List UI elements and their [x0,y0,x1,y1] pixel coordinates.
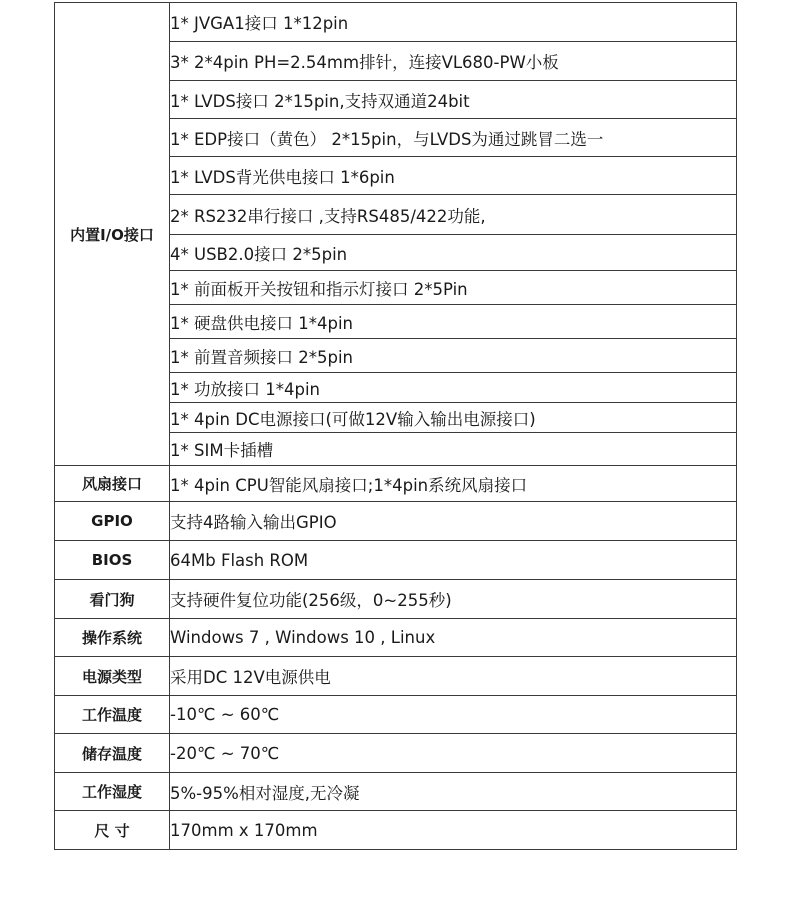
spec-value-gpio: 支持4路输入输出GPIO [170,502,737,541]
spec-row-size [55,811,737,850]
spec-value-storage-temp: -20℃ ~ 70℃ [170,734,737,773]
spec-row-storage-temp [55,734,737,773]
spec-key-io: 内置I/O接口 [55,3,170,466]
spec-key-op-temp: 工作温度 [55,696,170,734]
spec-row-bios [55,541,737,580]
spec-row-watchdog [55,580,737,619]
spec-key-gpio: GPIO [55,502,170,541]
spec-value-watchdog: 支持硬件复位功能(256级，0~255秒) [170,580,737,619]
spec-row-humidity [55,773,737,811]
spec-row-io [55,3,737,42]
spec-key-storage-temp: 储存温度 [55,734,170,773]
spec-row-os [55,619,737,657]
spec-value-io-6: 2* RS232串行接口 ,支持RS485/422功能, [170,195,737,235]
spec-value-io-13: 1* SIM卡插槽 [170,433,737,466]
spec-value-io-12: 1* 4pin DC电源接口(可做12V输入输出电源接口) [170,403,737,433]
spec-key-fan: 风扇接口 [55,466,170,502]
spec-value-io-4: 1* EDP接口（黄色） 2*15pin，与LVDS为通过跳冒二选一 [170,119,737,157]
spec-row-gpio [55,502,737,541]
spec-row-power [55,657,737,696]
spec-value-io-9: 1* 硬盘供电接口 1*4pin [170,305,737,339]
spec-value-io-11: 1* 功放接口 1*4pin [170,373,737,403]
spec-value-size: 170mm x 170mm [170,811,737,850]
spec-value-io-8: 1* 前面板开关按钮和指示灯接口 2*5Pin [170,271,737,305]
spec-key-power: 电源类型 [55,657,170,696]
spec-key-watchdog: 看门狗 [55,580,170,619]
spec-value-io-7: 4* USB2.0接口 2*5pin [170,235,737,271]
spec-value-humidity: 5%-95%相对湿度,无冷凝 [170,773,737,811]
spec-value-io-5: 1* LVDS背光供电接口 1*6pin [170,157,737,195]
spec-value-os: Windows 7 , Windows 10 , Linux [170,619,737,657]
spec-table [54,2,737,850]
spec-key-bios: BIOS [55,541,170,580]
spec-value-io-1: 1* JVGA1接口 1*12pin [170,3,737,42]
spec-key-os: 操作系统 [55,619,170,657]
spec-value-op-temp: -10℃ ~ 60℃ [170,696,737,734]
spec-key-size: 尺 寸 [55,811,170,850]
spec-value-io-10: 1* 前置音频接口 2*5pin [170,339,737,373]
spec-value-power: 采用DC 12V电源供电 [170,657,737,696]
spec-value-fan: 1* 4pin CPU智能风扇接口;1*4pin系统风扇接口 [170,466,737,502]
spec-value-io-2: 3* 2*4pin PH=2.54mm排针，连接VL680-PW小板 [170,42,737,81]
spec-row-op-temp [55,696,737,734]
spec-row-fan [55,466,737,502]
spec-key-humidity: 工作湿度 [55,773,170,811]
spec-value-io-3: 1* LVDS接口 2*15pin,支持双通道24bit [170,81,737,119]
spec-value-bios: 64Mb Flash ROM [170,541,737,580]
